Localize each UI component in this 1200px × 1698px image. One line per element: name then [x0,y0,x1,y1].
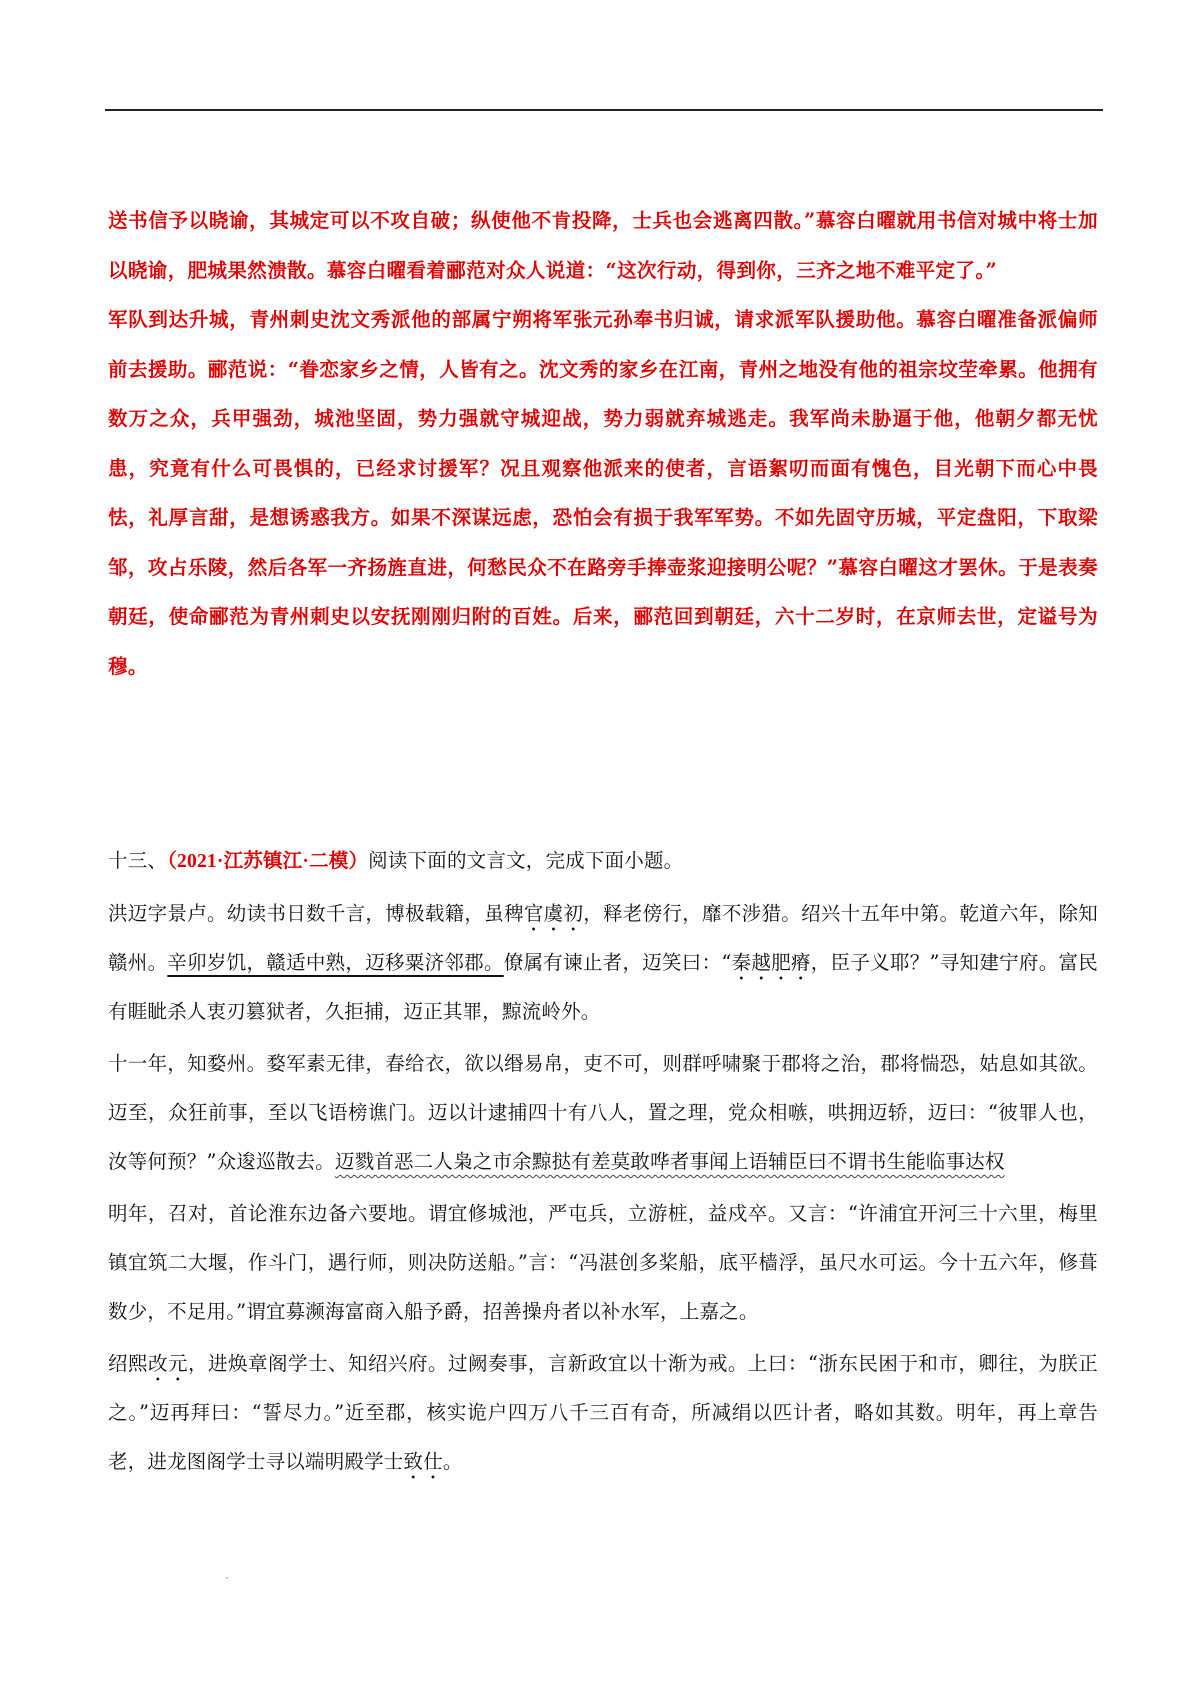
passage-paragraph [108,889,1098,1036]
translation-block [108,196,1098,691]
passage-text: 洪迈字景卢。幼读书日数千言，博极载籍，虽稗 [108,902,524,925]
dotted-term: 致仕 [403,1450,443,1473]
question-source: （2021·江苏镇江·二模） [167,851,369,872]
question-instruction: 阅读下面的文言文，完成下面小题。 [368,849,684,872]
passage-text: 。 [442,1450,463,1473]
question-number: 十三、 [108,849,168,872]
passage-paragraph [108,1039,1098,1186]
passage-text: ，臣子义耶？”寻知建宁府。富民有睚眦杀人衷刃篡狱者，久拒捕，迈正其罪，黥流岭外。 [108,951,1098,1023]
passage-text: 十一年，知婺州。婺军素无律，春给衣，欲以缗易帛，吏不可，则群呼啸聚于郡将之治，郡将惴恐，姑息如其欲。迈至，众狂前事，至以飞语榜谯门。迈以计逮捕四十有八人，置之理，党众相嗾，哄拥迈轿，迈曰：“彼罪人也，汝等何预？”众逡巡散去。 [108,1052,1098,1173]
translation-paragraph: 送书信予以晓谕，其城定可以不攻自破；纵使他不肯投降，士兵也会逃离四散。”慕容白曜就用书信对城中将士加以晓谕，肥城果然溃散。慕容白曜看着郦范对众人说道：“这次行动，得到你，三齐之地不难平定了。” [108,209,1098,282]
passage-text: 绍熙 [108,1352,148,1375]
dotted-term: 改元 [148,1352,188,1375]
passage-text: ，释老傍行，靡不涉猎。绍兴十五年中第。乾道六年，除知赣州。 [108,902,1098,974]
dotted-term: 秦越肥瘠 [731,951,811,974]
translation-paragraph: 军队到达升城，青州刺史沈文秀派他的部属宁朔将军张元孙奉书归诚，请求派军队援助他。慕容白曜准备派偏师前去援助。郦范说：“眷恋家乡之情，人皆有之。沈文秀的家乡在江南，青州之地没有他的祖宗坟茔牵累。他拥有数万之众，兵甲强劲，城池坚固，势力强就守城迎战，势力弱就弃城逃走。我军尚未胁逼于他，他朝夕都无忧患，究竟有什么可畏惧的，已经求讨援军？况且观察他派来的使者，言语絮叨而面有愧色，目光朝下而心中畏怯，礼厚言甜，是想诱惑我方。如果不深谋远虑，恐怕会有损于我军军势。不如先固守历城，平定盘阳，下取梁邹，攻占乐陵，然后各军一齐扬旌直进，何愁民众不在路旁手捧壶浆迎接明公呢？”慕容白曜这才罢休。于是表奏朝廷，使命郦范为青州刺史以安抚刚刚归附的百姓。后来，郦范回到朝廷，六十二岁时，在京师去世，定谥号为穆。 [108,308,1098,678]
underlined-sentence: 辛卯岁饥，赣适中熟，迈移粟济邻郡。 [167,951,504,974]
scan-speck [226,1577,228,1579]
dotted-term: 官虞初 [523,902,584,925]
question-block [108,836,1098,1489]
question-heading [108,836,1098,886]
wavy-underlined-sentence: 迈戮首恶二人枭之市余黥挞有差莫敢哗者事闻上语辅臣曰不谓书生能临事达权 [334,1150,1005,1173]
passage-text: 僚属有谏止者，迈笑曰：“ [503,951,732,974]
passage-text: ，进焕章阁学士、知绍兴府。过阙奏事，言新政宜以十渐为戒。上曰：“浙东民困于和市，卿往，为朕正之。”迈再拜曰：“誓尽力。”近至郡，核实诡户四万八千三百有奇，所减绢以匹计者，略如其数。明年，再上章告老，进龙图阁学士寻以端明殿学士 [108,1352,1099,1473]
passage-paragraph [108,1339,1098,1486]
passage-paragraph: 明年，召对，首论淮东边备六要地。谓宜修城池，严屯兵，立游桩，益戍卒。又言：“许浦宜开河三十六里，梅里镇宜筑二大堰，作斗门，遇行师，则决防送船。”言：“冯湛创多桨船，底平樯浮，虽尺水可运。今十五六年，修葺数少，不足用。”谓宜募濒海富商入船予爵，招善操舟者以补水军，上嘉之。 [108,1202,1098,1323]
header-rule [105,109,1103,111]
